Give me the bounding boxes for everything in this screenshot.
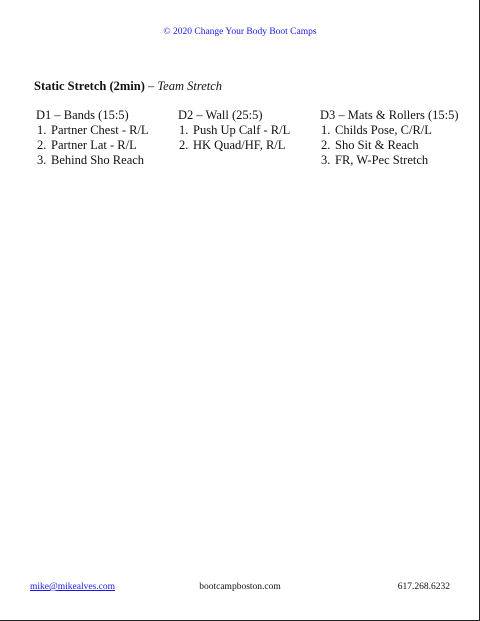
list-item-text: Childs Pose, C/R/L [335,123,432,137]
list-item-number: 2. [37,138,47,152]
list-item [320,123,459,138]
list-item-text: Sho Sit & Reach [335,138,419,152]
station-column-d1 [36,108,149,168]
station-heading: D1 – Bands (15:5) [36,108,129,122]
list-item-number: 1. [37,123,47,137]
list-item-number: 3. [37,153,47,167]
list-item [178,138,290,153]
list-item-text: HK Quad/HF, R/L [193,138,286,152]
station-heading: D2 – Wall (25:5) [178,108,263,122]
list-item [320,153,459,168]
section-title-separator: – [144,79,158,93]
list-item-number: 1. [321,123,331,137]
station-heading: D3 – Mats & Rollers (15:5) [320,108,459,122]
section-title [34,79,222,94]
list-item [320,138,459,153]
station-column-d2 [178,108,290,153]
list-item-number: 2. [179,138,189,152]
list-item-text: Behind Sho Reach [51,153,145,167]
list-item-text: Partner Chest - R/L [51,123,149,137]
list-item-number: 2. [321,138,331,152]
list-item-text: Partner Lat - R/L [51,138,137,152]
header-copyright: © 2020 Change Your Body Boot Camps [163,27,317,37]
list-item-number: 1. [179,123,189,137]
list-item [36,123,149,138]
list-item-text: FR, W-Pec Stretch [335,153,429,167]
list-item-text: Push Up Calf - R/L [193,123,291,137]
station-column-d3 [320,108,459,168]
footer-website: bootcampboston.com [199,582,281,592]
section-title-subtitle: Team Stretch [157,79,223,93]
list-item [36,153,149,168]
footer-phone: 617.268.6232 [397,582,450,592]
list-item-number: 3. [321,153,331,167]
list-item [36,138,149,153]
section-title-main: Static Stretch (2min) [34,79,145,93]
footer-email-link[interactable]: mike@mikealves.com [30,582,115,592]
list-item [178,123,290,138]
